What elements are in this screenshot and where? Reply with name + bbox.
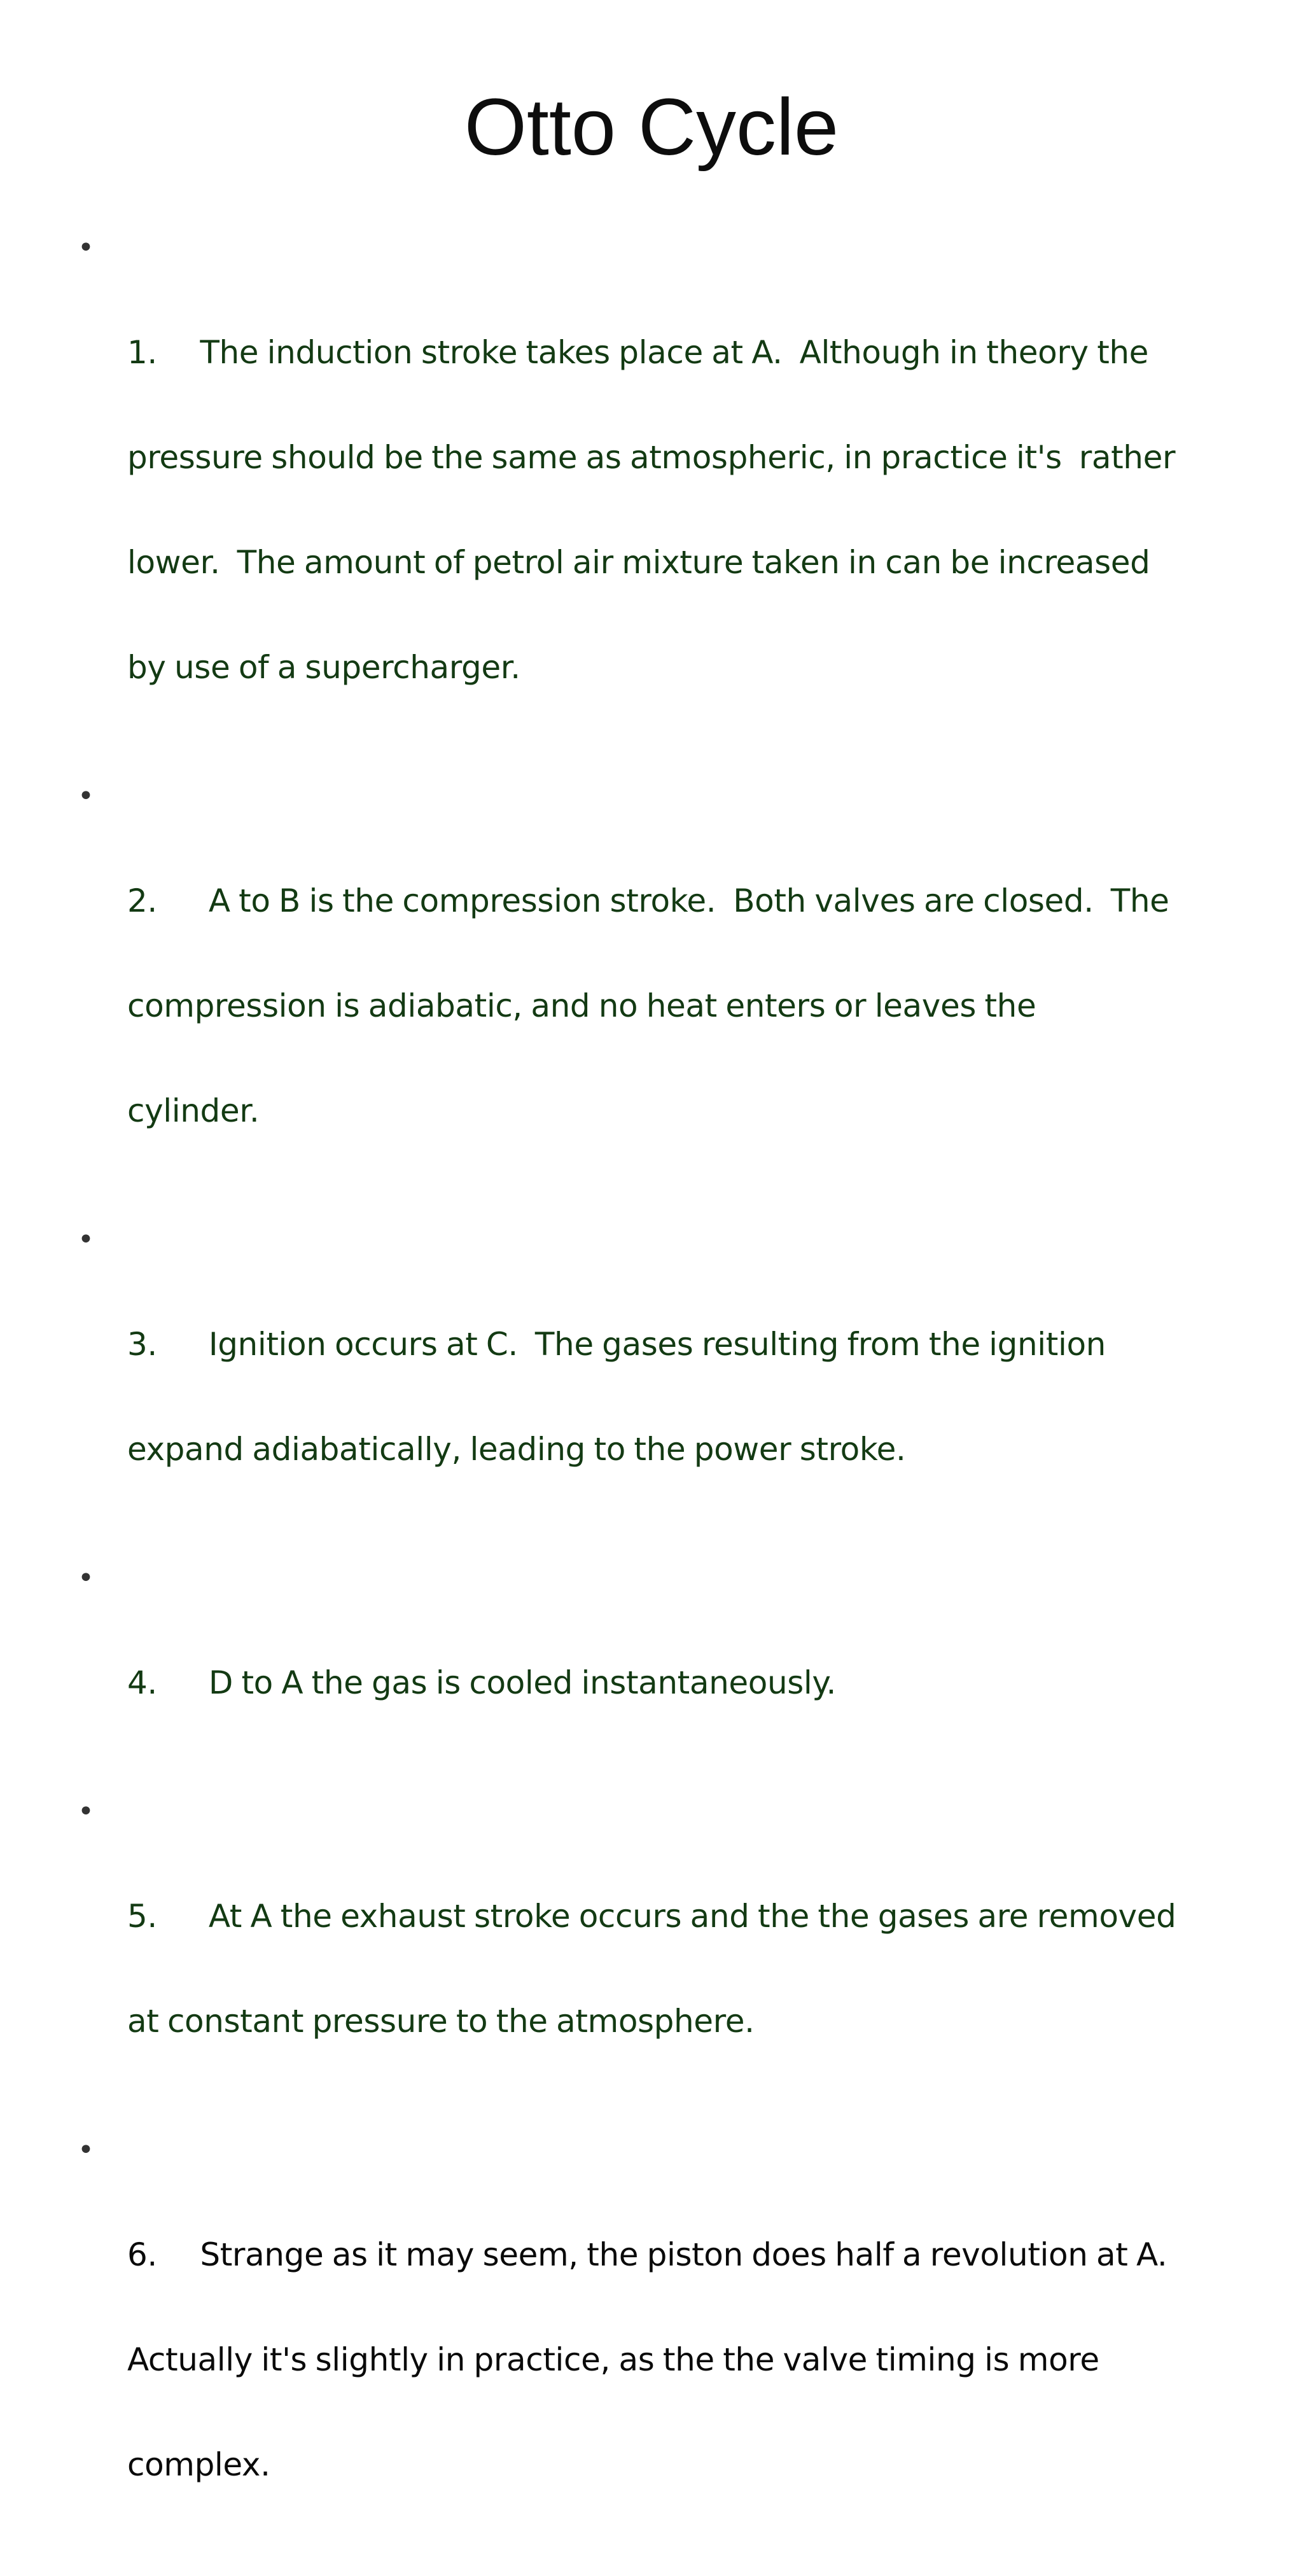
bullet-item-4 xyxy=(78,1561,1260,1771)
bullet-dot-icon: • xyxy=(78,2134,94,2166)
slide-title: Otto Cycle xyxy=(464,82,839,172)
bullet-line: expand adiabatically, leading to the power stroke. xyxy=(127,1431,906,1468)
bullet-line: lower. The amount of petrol air mixture taken in can be increased xyxy=(127,544,1150,581)
bullet-line: 3. Ignition occurs at C. The gases resulting from the ignition xyxy=(127,1326,1106,1363)
bullet-dot-icon: • xyxy=(78,1795,94,1828)
bullet-line: complex. xyxy=(127,2446,270,2483)
bullet-item-6 xyxy=(78,2133,1260,2552)
bullet-line: 2. A to B is the compression stroke. Both valves are closed. The xyxy=(127,882,1169,919)
bullet-line: cylinder. xyxy=(127,1092,260,1129)
bullet-line: pressure should be the same as atmospheric, in practice it's rather xyxy=(127,439,1176,476)
bullet-line: at constant pressure to the atmosphere. xyxy=(127,2003,755,2040)
bullet-line: compression is adiabatic, and no heat enters or leaves the xyxy=(127,987,1036,1024)
bullet-line: by use of a supercharger. xyxy=(127,649,520,686)
bullet-item-2 xyxy=(78,779,1260,1199)
bullet-line: 4. D to A the gas is cooled instantaneously. xyxy=(127,1664,836,1701)
bullet-line: Actually it's slightly in practice, as the the valve timing is more xyxy=(127,2341,1099,2378)
bullet-list xyxy=(78,230,1260,2576)
bullet-dot-icon: • xyxy=(78,780,94,812)
bullet-item-3 xyxy=(78,1222,1260,1537)
bullet-line: 5. At A the exhaust stroke occurs and the the gases are removed xyxy=(127,1898,1176,1935)
bullet-item-5 xyxy=(78,1794,1260,2109)
bullet-dot-icon: • xyxy=(78,1562,94,1594)
bullet-line: 1. The induction stroke takes place at A. Although in theory the xyxy=(127,334,1149,371)
bullet-line: 6. Strange as it may seem, the piston does half a revolution at A. xyxy=(127,2236,1167,2273)
bullet-item-1 xyxy=(78,230,1260,755)
bullet-dot-icon: • xyxy=(78,232,94,264)
bullet-dot-icon: • xyxy=(78,1223,94,1256)
